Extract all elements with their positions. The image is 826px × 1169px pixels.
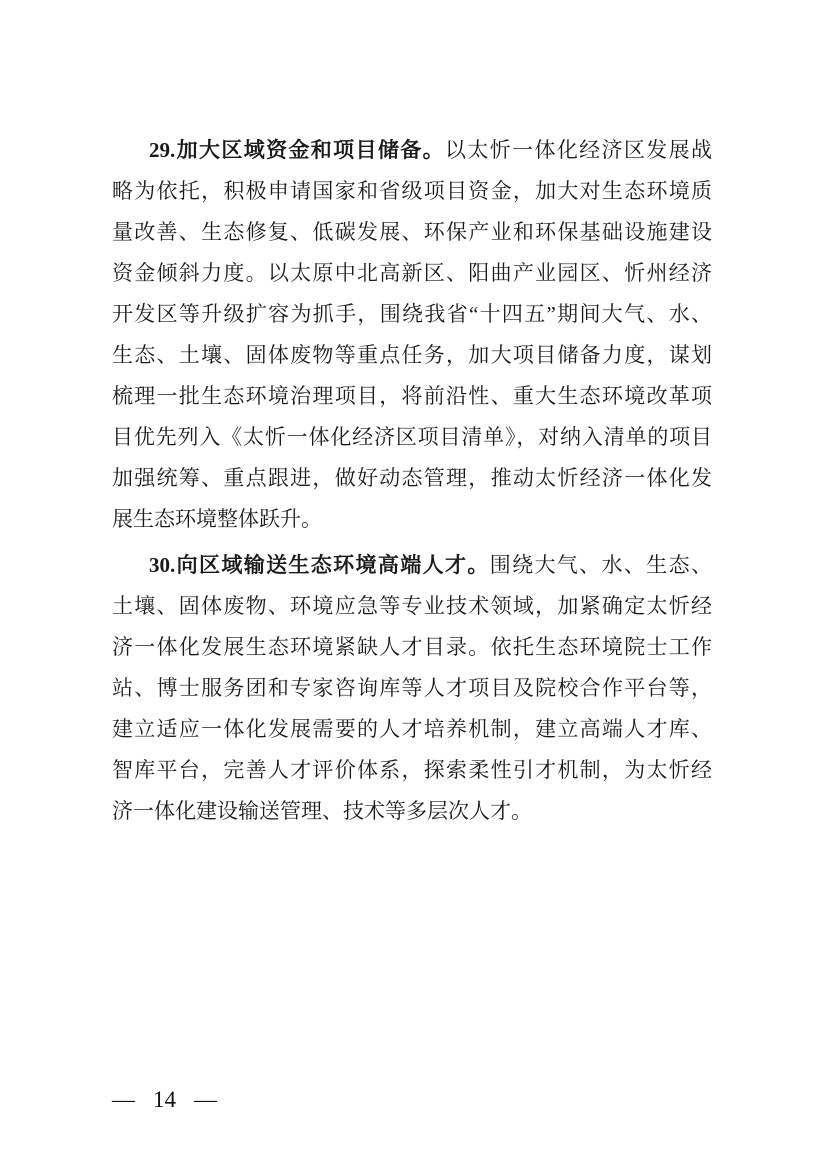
- paragraph-30-line-6: 智库平台，完善人才评价体系，探索柔性引才机制，为太忻经: [112, 758, 712, 782]
- paragraph-29-line-1-rest: 以太忻一体化经济区发展战: [445, 138, 713, 162]
- paragraph-29-line-2: 略为依托，积极申请国家和省级项目资金，加大对生态环境质: [112, 179, 712, 203]
- paragraph-29-line-10: 展生态环境整体跃升。: [112, 507, 322, 531]
- paragraph-30-heading: 30.向区域输送生态环境高端人才。: [149, 553, 490, 577]
- paragraph-29-line-8: 目优先列入《太忻一体化经济区项目清单》，对纳入清单的项目: [112, 425, 712, 449]
- paragraph-29-heading: 29.加大区域资金和项目储备。: [149, 138, 445, 162]
- paragraph-29-line-7: 梳理一批生态环境治理项目，将前沿性、重大生态环境改革项: [112, 384, 712, 408]
- paragraph-29-line-3: 量改善、生态修复、低碳发展、环保产业和环保基础设施建设: [112, 220, 712, 244]
- paragraph-29-line-4: 资金倾斜力度。以太原中北高新区、阳曲产业园区、忻州经济: [112, 261, 712, 285]
- paragraph-29-line-9: 加强统筹、重点跟进，做好动态管理，推动太忻经济一体化发: [112, 466, 712, 490]
- paragraph-30-line-2: 土壤、固体废物、环境应急等专业技术领域，加紧确定太忻经: [112, 594, 712, 618]
- paragraph-29: [112, 130, 712, 540]
- paragraph-30-line-5: 建立适应一体化发展需要的人才培养机制，建立高端人才库、: [112, 717, 712, 741]
- document-body: [112, 130, 712, 832]
- paragraph-30: [112, 545, 712, 832]
- footer-left-dash: —: [112, 1087, 135, 1112]
- paragraph-29-line-6: 生态、土壤、固体废物等重点任务，加大项目储备力度，谋划: [112, 343, 712, 367]
- paragraph-30-line-1: [112, 545, 712, 586]
- paragraph-29-line-5: 开发区等升级扩容为抓手，围绕我省“十四五”期间大气、水、: [112, 302, 712, 326]
- footer-right-dash: —: [194, 1087, 217, 1112]
- page-number: 14: [153, 1087, 176, 1112]
- paragraph-30-line-1-rest: 围绕大气、水、生态、: [489, 553, 712, 577]
- paragraph-30-line-4: 站、博士服务团和专家咨询库等人才项目及院校合作平台等，: [112, 676, 712, 700]
- page-footer: [112, 1086, 217, 1114]
- paragraph-30-line-3: 济一体化发展生态环境紧缺人才目录。依托生态环境院士工作: [112, 635, 712, 659]
- paragraph-30-line-7: 济一体化建设输送管理、技术等多层次人才。: [112, 799, 532, 823]
- paragraph-29-line-1: [112, 130, 712, 171]
